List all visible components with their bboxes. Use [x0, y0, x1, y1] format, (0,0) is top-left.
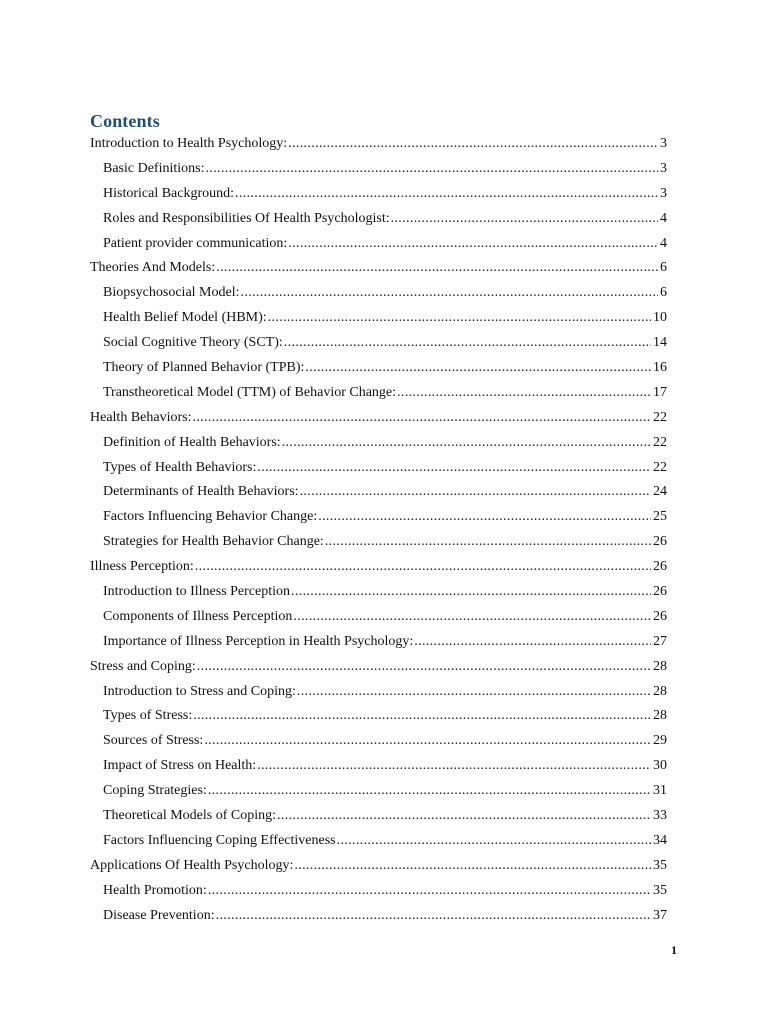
toc-entry-label: Strategies for Health Behavior Change:	[103, 534, 324, 550]
toc-entry-label: Basic Definitions:	[103, 160, 205, 176]
toc-entry-page-number: 26	[653, 559, 667, 575]
toc-entry[interactable]	[90, 729, 667, 754]
toc-entry-page-number: 26	[653, 584, 667, 600]
toc-entry-page-number: 22	[653, 434, 667, 450]
toc-entry-page-number: 30	[653, 758, 667, 774]
toc-entry-label: Components of Illness Perception	[103, 608, 293, 624]
toc-entry-label: Determinants of Health Behaviors:	[103, 484, 299, 500]
toc-entry-page-number: 6	[660, 260, 667, 276]
toc-entry[interactable]	[90, 157, 667, 182]
toc-dot-leader	[288, 132, 658, 157]
toc-entry[interactable]	[90, 381, 667, 406]
toc-entry-page-number: 35	[653, 882, 667, 898]
toc-entry-label: Health Behaviors:	[90, 409, 192, 425]
page-number: 1	[671, 943, 677, 957]
toc-entry-page-number: 3	[660, 160, 667, 176]
toc-entry-label: Sources of Stress:	[103, 733, 204, 749]
toc-entry[interactable]	[90, 704, 667, 729]
toc-dot-leader	[318, 505, 651, 530]
toc-dot-leader	[282, 431, 651, 456]
toc-entry[interactable]	[90, 356, 667, 381]
toc-entry[interactable]	[90, 680, 667, 705]
toc-dot-leader	[216, 256, 658, 281]
toc-entry-page-number: 28	[653, 658, 667, 674]
toc-entry-label: Introduction to Health Psychology:	[90, 136, 288, 151]
toc-entry[interactable]	[90, 779, 667, 804]
toc-dot-leader	[192, 406, 651, 431]
toc-entry[interactable]	[90, 232, 667, 257]
toc-dot-leader	[204, 729, 651, 754]
toc-dot-leader	[197, 655, 651, 680]
toc-entry[interactable]	[90, 904, 667, 929]
toc-entry[interactable]	[90, 207, 667, 232]
toc-entry-page-number: 26	[653, 534, 667, 550]
toc-dot-leader	[257, 754, 651, 779]
toc-entry-page-number: 4	[660, 210, 667, 226]
toc-entry[interactable]	[90, 132, 667, 157]
toc-entry-page-number: 34	[653, 832, 667, 848]
toc-entry[interactable]	[90, 505, 667, 530]
toc-entry-label: Impact of Stress on Health:	[103, 758, 257, 774]
toc-entry-page-number: 3	[660, 185, 667, 201]
toc-dot-leader	[208, 879, 651, 904]
toc-entry-label: Historical Background:	[103, 185, 235, 201]
toc-entry-page-number: 24	[653, 484, 667, 500]
toc-entry-page-number: 10	[653, 310, 667, 326]
toc-dot-leader	[206, 157, 659, 182]
toc-entry-label: Roles and Responsibilities Of Health Psychologist:	[103, 210, 390, 226]
toc-entry-label: Health Promotion:	[103, 882, 207, 898]
toc-entry-label: Theories And Models:	[90, 260, 216, 276]
toc-entry[interactable]	[90, 480, 667, 505]
toc-dot-leader	[325, 530, 651, 555]
toc-entry[interactable]	[90, 580, 667, 605]
toc-entry-label: Theoretical Models of Coping:	[103, 808, 277, 824]
toc-entry-page-number: 27	[653, 633, 667, 649]
toc-entry-page-number: 22	[653, 459, 667, 475]
toc-dot-leader	[391, 207, 658, 232]
toc-dot-leader	[216, 904, 651, 929]
toc-entry[interactable]	[90, 306, 667, 331]
toc-entry[interactable]	[90, 331, 667, 356]
toc-dot-leader	[294, 854, 651, 879]
toc-entry-page-number: 16	[653, 360, 667, 376]
toc-dot-leader	[397, 381, 651, 406]
toc-entry-page-number: 3	[660, 136, 667, 151]
toc-entry[interactable]	[90, 655, 667, 680]
toc-dot-leader	[284, 331, 651, 356]
toc-dot-leader	[195, 555, 651, 580]
toc-entry[interactable]	[90, 879, 667, 904]
toc-entry-label: Introduction to Stress and Coping:	[103, 683, 296, 699]
toc-entry[interactable]	[90, 530, 667, 555]
toc-entry-page-number: 37	[653, 907, 667, 923]
toc-entry-page-number: 26	[653, 608, 667, 624]
toc-entry-page-number: 4	[660, 235, 667, 251]
toc-entry-page-number: 35	[653, 857, 667, 873]
toc-entry-label: Patient provider communication:	[103, 235, 288, 251]
toc-entry[interactable]	[90, 754, 667, 779]
toc-entry-label: Theory of Planned Behavior (TPB):	[103, 360, 305, 376]
toc-entry[interactable]	[90, 182, 667, 207]
toc-entry[interactable]	[90, 281, 667, 306]
toc-dot-leader	[305, 356, 651, 381]
toc-entry-label: Factors Influencing Coping Effectiveness	[103, 832, 336, 848]
toc-entry[interactable]	[90, 456, 667, 481]
toc-entry-label: Transtheoretical Model (TTM) of Behavior Change:	[103, 384, 397, 400]
table-of-contents	[90, 132, 667, 929]
toc-entry-label: Biopsychosocial Model:	[103, 285, 240, 301]
toc-entry-label: Types of Health Behaviors:	[103, 459, 257, 475]
toc-entry-label: Health Belief Model (HBM):	[103, 310, 267, 326]
toc-dot-leader	[208, 779, 651, 804]
contents-heading: Contents	[90, 111, 160, 131]
toc-entry-label: Coping Strategies:	[103, 783, 207, 799]
toc-entry-label: Types of Stress:	[103, 708, 193, 724]
toc-entry-page-number: 29	[653, 733, 667, 749]
toc-entry-page-number: 14	[653, 335, 667, 351]
toc-entry-label: Applications Of Health Psychology:	[90, 857, 294, 873]
toc-entry-label: Importance of Illness Perception in Health Psychology:	[103, 633, 414, 649]
toc-entry[interactable]	[90, 431, 667, 456]
toc-dot-leader	[277, 804, 651, 829]
toc-entry-page-number: 28	[653, 708, 667, 724]
toc-dot-leader	[293, 605, 651, 630]
toc-entry-page-number: 28	[653, 683, 667, 699]
toc-dot-leader	[291, 580, 651, 605]
toc-entry[interactable]	[90, 406, 667, 431]
toc-entry[interactable]	[90, 630, 667, 655]
toc-entry[interactable]	[90, 256, 667, 281]
toc-entry-page-number: 31	[653, 783, 667, 799]
toc-entry-page-number: 17	[653, 384, 667, 400]
toc-dot-leader	[268, 306, 651, 331]
toc-entry-page-number: 33	[653, 808, 667, 824]
toc-dot-leader	[414, 630, 651, 655]
toc-entry[interactable]	[90, 804, 667, 829]
toc-entry[interactable]	[90, 555, 667, 580]
toc-entry[interactable]	[90, 854, 667, 879]
toc-entry-label: Illness Perception:	[90, 559, 194, 575]
toc-entry-label: Factors Influencing Behavior Change:	[103, 509, 318, 525]
toc-dot-leader	[297, 680, 651, 705]
toc-dot-leader	[241, 281, 659, 306]
toc-dot-leader	[235, 182, 658, 207]
toc-dot-leader	[257, 456, 651, 481]
toc-entry-page-number: 25	[653, 509, 667, 525]
toc-dot-leader	[337, 829, 651, 854]
toc-entry-label: Disease Prevention:	[103, 907, 215, 923]
toc-entry[interactable]	[90, 829, 667, 854]
toc-entry-page-number: 22	[653, 409, 667, 425]
toc-dot-leader	[300, 480, 651, 505]
toc-dot-leader	[193, 704, 651, 729]
toc-entry[interactable]	[90, 605, 667, 630]
toc-dot-leader	[288, 232, 658, 257]
toc-entry-label: Social Cognitive Theory (SCT):	[103, 335, 283, 351]
toc-entry-label: Introduction to Illness Perception	[103, 584, 291, 600]
toc-entry-page-number: 6	[660, 285, 667, 301]
toc-entry-label: Definition of Health Behaviors:	[103, 434, 281, 450]
toc-entry-label: Stress and Coping:	[90, 658, 196, 674]
